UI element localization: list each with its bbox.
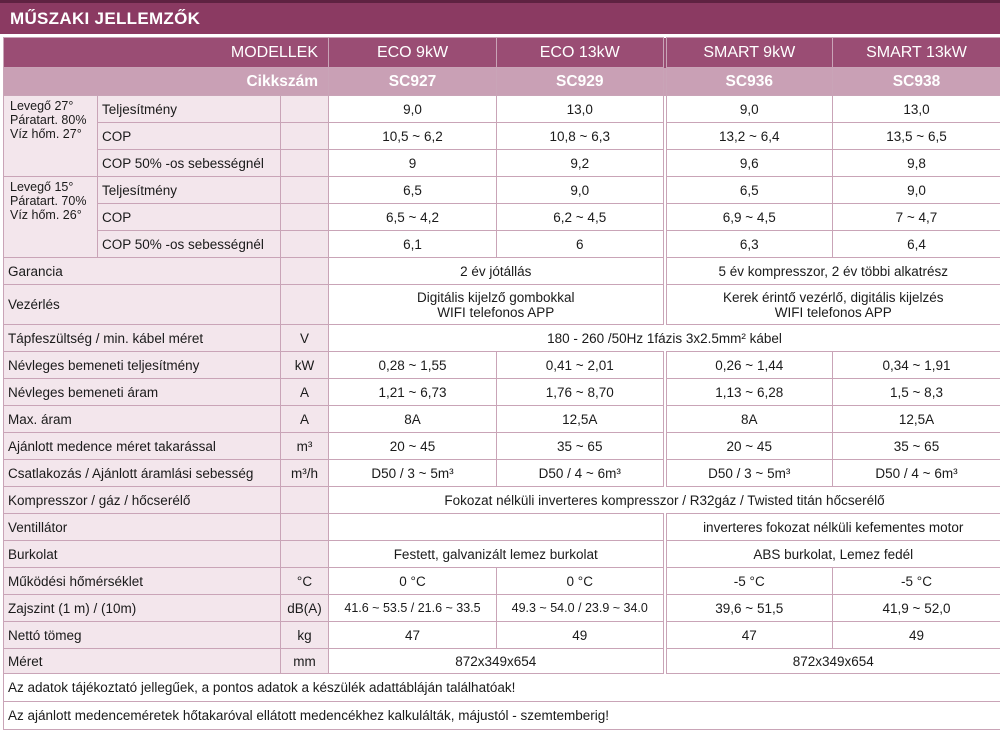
value-cell: 8A	[329, 406, 497, 433]
table-row	[4, 649, 1000, 674]
table-row	[4, 379, 1000, 406]
value-cell: 0,26 ~ 1,44	[665, 352, 833, 379]
value-cell: 9,6	[665, 150, 833, 177]
unit-cell	[281, 487, 329, 514]
row-label: Garancia	[4, 258, 281, 285]
value-cell: 6,5	[665, 177, 833, 204]
table-row	[4, 325, 1000, 352]
value-cell: 9,0	[665, 96, 833, 123]
row-label: Névleges bemeneti teljesítmény	[4, 352, 281, 379]
value-cell: 0 °C	[329, 568, 497, 595]
value-cell: D50 / 3 ~ 5m³	[329, 460, 497, 487]
unit-cell	[281, 258, 329, 285]
row-label: Névleges bemeneti áram	[4, 379, 281, 406]
unit-cell	[281, 285, 329, 325]
value-cell: 39,6 ~ 51,5	[665, 595, 833, 622]
table-row	[4, 285, 1000, 325]
value-cell: 20 ~ 45	[665, 433, 833, 460]
row-label: Kompresszor / gáz / hőcserélő	[4, 487, 281, 514]
value-cell: 13,2 ~ 6,4	[665, 123, 833, 150]
value-cell: 1,76 ~ 8,70	[497, 379, 665, 406]
spec-table	[3, 37, 1000, 730]
model-name: ECO 13kW	[497, 38, 665, 68]
unit-cell: °C	[281, 568, 329, 595]
value-cell: 9,0	[497, 177, 665, 204]
value-cell: 49	[833, 622, 1000, 649]
row-label: Ventillátor	[4, 514, 281, 541]
row-label: Max. áram	[4, 406, 281, 433]
value-cell: 35 ~ 65	[833, 433, 1000, 460]
row-label: COP	[98, 123, 281, 150]
unit-cell	[281, 514, 329, 541]
value-cell: 6,5	[329, 177, 497, 204]
condition-label: Levegő 27° Páratart. 80% Víz hőm. 27°	[4, 96, 98, 177]
value-cell: 9,8	[833, 150, 1000, 177]
value-cell: 47	[329, 622, 497, 649]
value-cell: 12,5A	[497, 406, 665, 433]
footnote-row	[4, 702, 1000, 730]
row-label: Nettó tömeg	[4, 622, 281, 649]
unit-cell: m³	[281, 433, 329, 460]
unit-cell: dB(A)	[281, 595, 329, 622]
unit-cell: A	[281, 406, 329, 433]
value-cell: 9,0	[329, 96, 497, 123]
table-row	[4, 433, 1000, 460]
value-cell: 2 év jótállás	[329, 258, 665, 285]
code-label: Cikkszám	[4, 68, 329, 96]
row-label: Csatlakozás / Ajánlott áramlási sebesség	[4, 460, 281, 487]
table-row	[4, 568, 1000, 595]
value-cell: 35 ~ 65	[497, 433, 665, 460]
value-cell: 13,0	[833, 96, 1000, 123]
control-line: WIFI telefonos APP	[437, 304, 555, 320]
value-cell: 872x349x654	[329, 649, 665, 674]
value-cell: 6,9 ~ 4,5	[665, 204, 833, 231]
model-header-row	[4, 38, 1000, 68]
value-cell: 41.6 ~ 53.5 / 21.6 ~ 33.5	[329, 595, 497, 622]
row-label: Vezérlés	[4, 285, 281, 325]
value-cell: 6,4	[833, 231, 1000, 258]
unit-cell	[281, 231, 329, 258]
value-cell: 10,8 ~ 6,3	[497, 123, 665, 150]
value-cell: 0,41 ~ 2,01	[497, 352, 665, 379]
unit-cell	[281, 123, 329, 150]
value-cell: 0,34 ~ 1,91	[833, 352, 1000, 379]
row-label: COP 50% -os sebességnél	[98, 150, 281, 177]
page-title: MŰSZAKI JELLEMZŐK	[10, 9, 201, 28]
title-bar	[0, 0, 1000, 34]
control-line: Digitális kijelző gombokkal	[416, 289, 575, 305]
row-label: Működési hőmérséklet	[4, 568, 281, 595]
row-label: Teljesítmény	[98, 96, 281, 123]
table-row	[4, 123, 1000, 150]
row-label: Burkolat	[4, 541, 281, 568]
model-code: SC936	[665, 68, 833, 96]
value-cell: 6,1	[329, 231, 497, 258]
value-cell: 0,28 ~ 1,55	[329, 352, 497, 379]
table-row	[4, 622, 1000, 649]
table-row	[4, 177, 1000, 204]
unit-cell	[281, 204, 329, 231]
code-header-row	[4, 68, 1000, 96]
value-cell: 13,0	[497, 96, 665, 123]
table-row	[4, 460, 1000, 487]
value-cell: 20 ~ 45	[329, 433, 497, 460]
model-name: ECO 9kW	[329, 38, 497, 68]
table-row	[4, 258, 1000, 285]
condition-label: Levegő 15° Páratart. 70% Víz hőm. 26°	[4, 177, 98, 258]
unit-cell	[281, 150, 329, 177]
value-cell: -5 °C	[833, 568, 1000, 595]
value-cell: Festett, galvanizált lemez burkolat	[329, 541, 665, 568]
value-cell: 1,13 ~ 6,28	[665, 379, 833, 406]
model-code: SC927	[329, 68, 497, 96]
table-row	[4, 514, 1000, 541]
unit-cell: kg	[281, 622, 329, 649]
value-cell: 6,2 ~ 4,5	[497, 204, 665, 231]
value-cell	[329, 285, 665, 325]
unit-cell: V	[281, 325, 329, 352]
model-name: SMART 9kW	[665, 38, 833, 68]
model-code: SC929	[497, 68, 665, 96]
unit-cell	[281, 541, 329, 568]
value-cell: inverteres fokozat nélküli kefementes motor	[665, 514, 1000, 541]
value-cell: D50 / 3 ~ 5m³	[665, 460, 833, 487]
value-cell: -5 °C	[665, 568, 833, 595]
value-cell: ABS burkolat, Lemez fedél	[665, 541, 1000, 568]
row-label: COP	[98, 204, 281, 231]
value-cell: 1,5 ~ 8,3	[833, 379, 1000, 406]
unit-cell: mm	[281, 649, 329, 674]
row-label: Méret	[4, 649, 281, 674]
unit-cell: m³/h	[281, 460, 329, 487]
row-label: Teljesítmény	[98, 177, 281, 204]
value-cell: 6	[497, 231, 665, 258]
value-cell: 872x349x654	[665, 649, 1000, 674]
table-row	[4, 150, 1000, 177]
value-cell	[665, 285, 1000, 325]
value-cell: 49.3 ~ 54.0 / 23.9 ~ 34.0	[497, 595, 665, 622]
value-cell: 6,3	[665, 231, 833, 258]
value-cell: 180 - 260 /50Hz 1fázis 3x2.5mm² kábel	[329, 325, 1000, 352]
models-label: MODELLEK	[4, 38, 329, 68]
table-row	[4, 406, 1000, 433]
value-cell: 47	[665, 622, 833, 649]
value-cell: D50 / 4 ~ 6m³	[833, 460, 1000, 487]
value-cell: 7 ~ 4,7	[833, 204, 1000, 231]
row-label: Zajszint (1 m) / (10m)	[4, 595, 281, 622]
unit-cell: A	[281, 379, 329, 406]
value-cell: D50 / 4 ~ 6m³	[497, 460, 665, 487]
value-cell: 9	[329, 150, 497, 177]
unit-cell	[281, 96, 329, 123]
value-cell: 10,5 ~ 6,2	[329, 123, 497, 150]
table-row	[4, 352, 1000, 379]
value-cell: 12,5A	[833, 406, 1000, 433]
table-row	[4, 541, 1000, 568]
footnote: Az ajánlott medenceméretek hőtakaróval ellátott medencékhez kalkulálták, májustól - szemtemberig!	[4, 702, 1000, 730]
row-label: Tápfeszültség / min. kábel méret	[4, 325, 281, 352]
value-cell: 6,5 ~ 4,2	[329, 204, 497, 231]
model-name: SMART 13kW	[833, 38, 1000, 68]
control-line: WIFI telefonos APP	[774, 304, 892, 320]
value-cell: 13,5 ~ 6,5	[833, 123, 1000, 150]
value-cell: 41,9 ~ 52,0	[833, 595, 1000, 622]
value-cell: 1,21 ~ 6,73	[329, 379, 497, 406]
table-row	[4, 231, 1000, 258]
unit-cell	[281, 177, 329, 204]
value-cell: 8A	[665, 406, 833, 433]
value-cell: 49	[497, 622, 665, 649]
footnote: Az adatok tájékoztató jellegűek, a pontos adatok a készülék adattábláján találhatóak!	[4, 674, 1000, 702]
footnote-row	[4, 674, 1000, 702]
model-code: SC938	[833, 68, 1000, 96]
table-row	[4, 96, 1000, 123]
value-cell: 9,0	[833, 177, 1000, 204]
unit-cell: kW	[281, 352, 329, 379]
row-label: Ajánlott medence méret takarással	[4, 433, 281, 460]
row-label: COP 50% -os sebességnél	[98, 231, 281, 258]
table-row	[4, 487, 1000, 514]
value-cell	[329, 514, 665, 541]
table-row	[4, 204, 1000, 231]
value-cell: 0 °C	[497, 568, 665, 595]
table-row	[4, 595, 1000, 622]
value-cell: Fokozat nélküli inverteres kompresszor / R32gáz / Twisted titán hőcserélő	[329, 487, 1000, 514]
value-cell: 5 év kompresszor, 2 év többi alkatrész	[665, 258, 1000, 285]
control-line: Kerek érintő vezérlő, digitális kijelzés	[722, 289, 944, 305]
value-cell: 9,2	[497, 150, 665, 177]
